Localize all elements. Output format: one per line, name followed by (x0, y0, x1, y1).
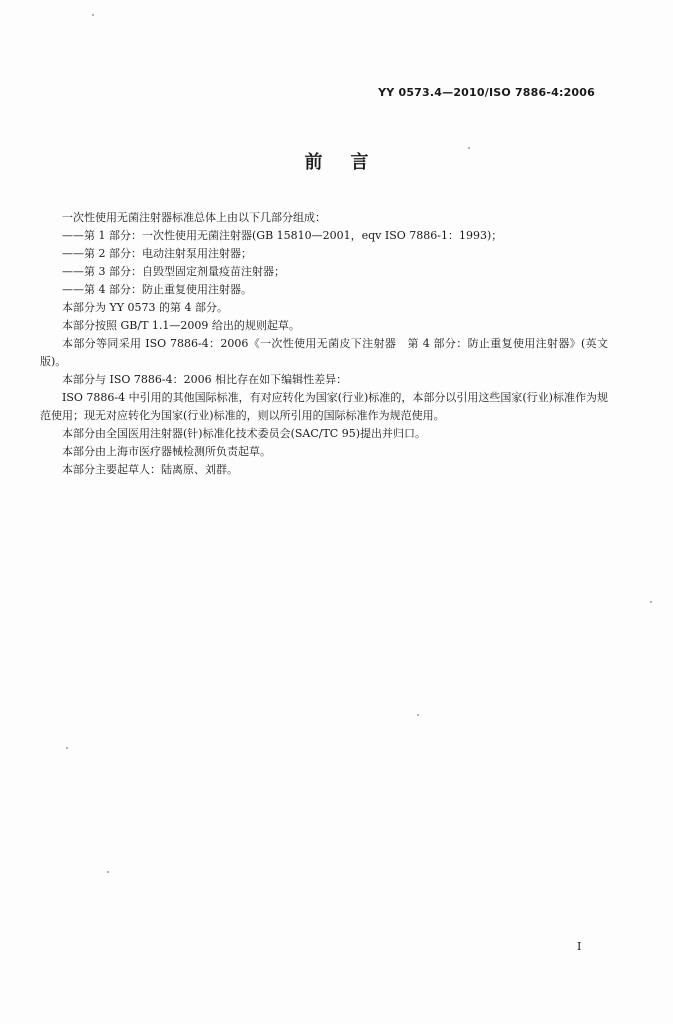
scan-speck (417, 714, 419, 716)
scan-speck (650, 601, 652, 603)
paragraph-proposer: 本部分由全国医用注射器(针)标准化技术委员会(SAC/TC 95)提出并归口。 (62, 427, 427, 440)
standard-code: YY 0573.4—2010/ISO 7886-4:2006 (378, 86, 595, 99)
page-number: I (577, 940, 582, 953)
paragraph-differences-intro: 本部分与 ISO 7886-4：2006 相比存在如下编辑性差异： (62, 373, 348, 386)
document-body (40, 209, 608, 479)
list-item-part-4: ——第 4 部分：防止重复使用注射器。 (62, 283, 252, 296)
paragraph-intro: 一次性使用无菌注射器标准总体上由以下几部分组成： (62, 211, 326, 224)
paragraph-adoption: 本部分等同采用 ISO 7886-4：2006《一次性使用无菌皮下注射器 第 4 部分：防止重复使用注射器》(英文版)。 (40, 337, 608, 368)
paragraph-drafters: 本部分主要起草人：陆离原、刘群。 (62, 463, 238, 476)
scan-speck (107, 871, 109, 873)
paragraph-drafting-rules: 本部分按照 GB/T 1.1—2009 给出的规则起草。 (62, 319, 300, 332)
scan-speck (92, 14, 94, 16)
paragraph-differences-detail: ISO 7886-4 中引用的其他国际标准，有对应转化为国家(行业)标准的，本部分以引用这些国家(行业)标准作为规范使用；现无对应转化为国家(行业)标准的，则以所引用的国际标准作为规范使用。 (40, 391, 608, 422)
paragraph-drafting-unit: 本部分由上海市医疗器械检测所负责起草。 (62, 445, 271, 458)
paragraph-part-statement: 本部分为 YY 0573 的第 4 部分。 (62, 301, 228, 314)
scan-speck (66, 747, 68, 749)
scan-speck (468, 147, 470, 149)
list-item-part-2: ——第 2 部分：电动注射泵用注射器； (62, 247, 252, 260)
page-title: 前言 (304, 152, 397, 173)
list-item-part-1: ——第 1 部分：一次性使用无菌注射器(GB 15810—2001，eqv ISO 7886-1：1993)； (62, 229, 503, 242)
list-item-part-3: ——第 3 部分：自毁型固定剂量疫苗注射器； (62, 265, 285, 278)
